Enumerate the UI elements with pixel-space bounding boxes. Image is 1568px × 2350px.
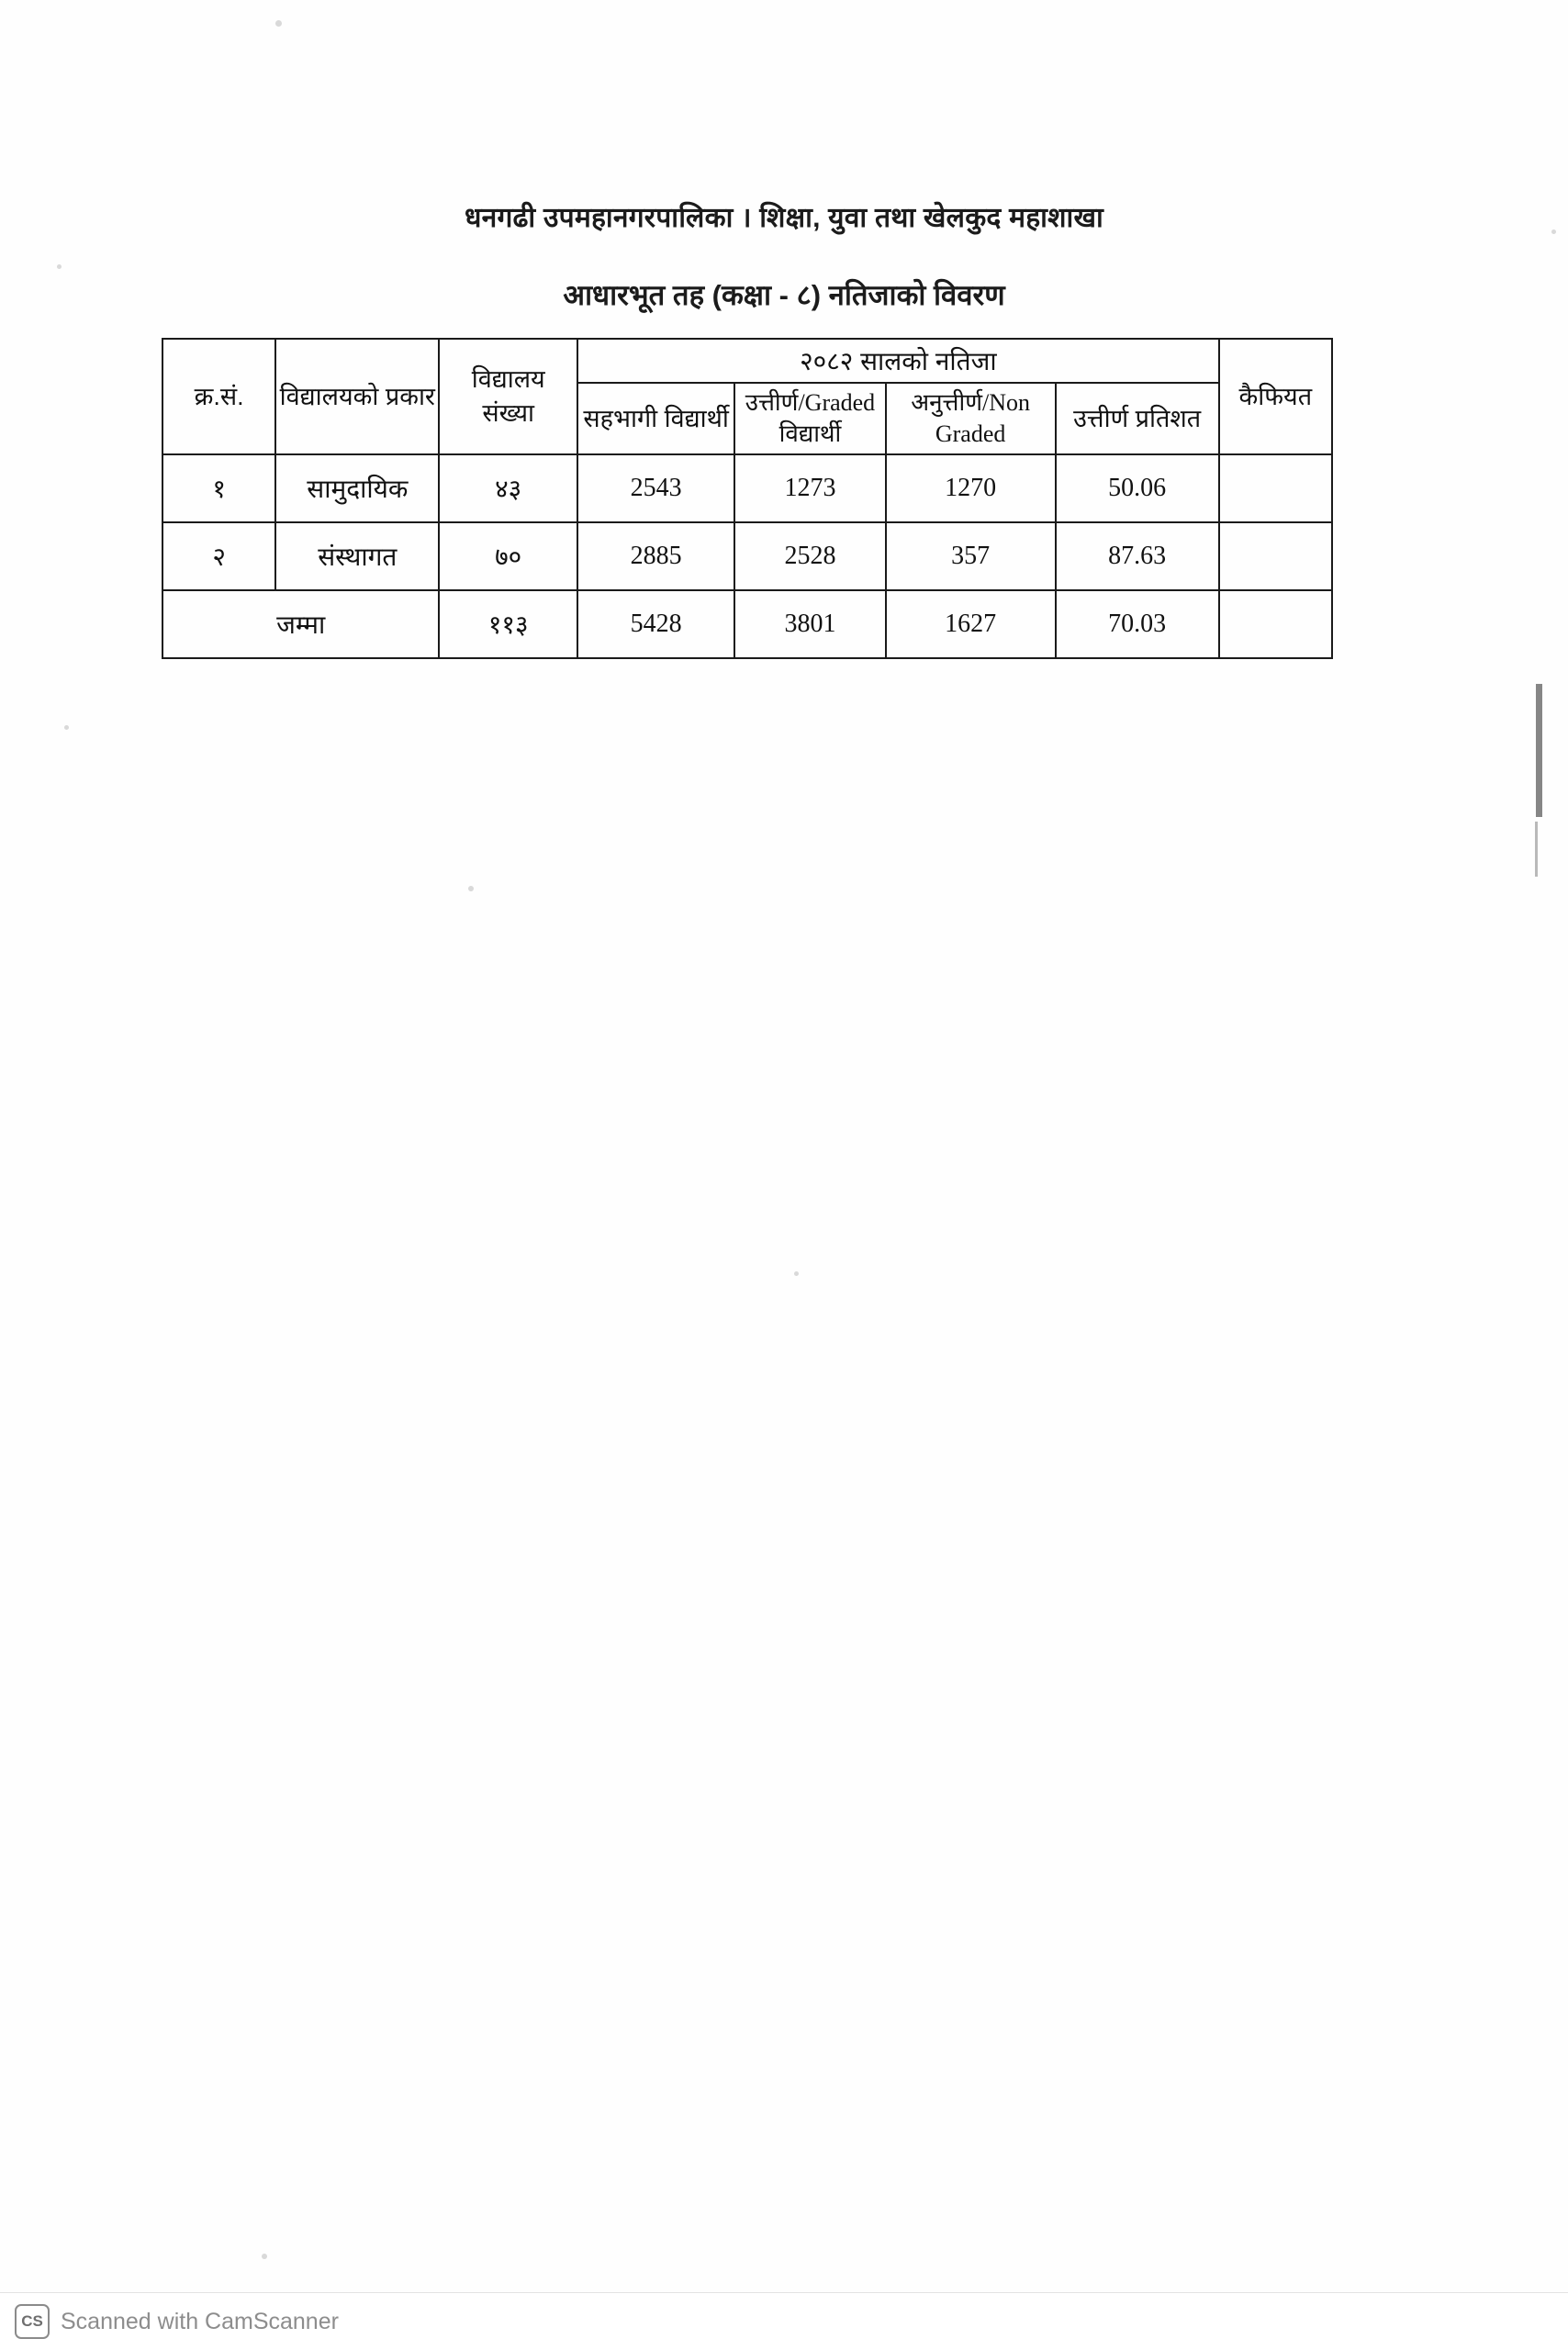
cell-school-type: सामुदायिक <box>275 454 439 522</box>
header-non-graded: अनुत्तीर्ण/Non Graded <box>886 383 1056 454</box>
cell-total-non-graded: 1627 <box>886 590 1056 658</box>
cell-pass-percent: 50.06 <box>1056 454 1219 522</box>
header-school-count: विद्यालय संख्या <box>439 339 577 454</box>
cell-graded: 2528 <box>734 522 885 590</box>
page-title: धनगढी उपमहानगरपालिका । शिक्षा, युवा तथा खेलकुद महाशाखा <box>464 203 1104 233</box>
header-year-group: २०८२ सालको नतिजा <box>577 339 1219 383</box>
header-serial-number: क्र.सं. <box>162 339 275 454</box>
cell-participants: 2885 <box>577 522 734 590</box>
scan-speck <box>57 264 62 269</box>
scan-speck <box>468 886 474 891</box>
cell-non-graded: 1270 <box>886 454 1056 522</box>
header-remarks: कैफियत <box>1219 339 1332 454</box>
cell-serial-number: १ <box>162 454 275 522</box>
scan-speck <box>794 1271 799 1276</box>
table-row <box>162 522 1332 590</box>
cell-non-graded: 357 <box>886 522 1056 590</box>
table-total-row <box>162 590 1332 658</box>
scan-speck <box>64 725 69 730</box>
camscanner-logo-icon: CS <box>15 2304 50 2339</box>
cell-remarks <box>1219 522 1332 590</box>
cell-graded: 1273 <box>734 454 885 522</box>
table-row <box>162 454 1332 522</box>
table-header-row-group <box>162 339 1332 383</box>
cell-total-pass-percent: 70.03 <box>1056 590 1219 658</box>
header-participants: सहभागी विद्यार्थी <box>577 383 734 454</box>
result-table <box>162 338 1333 659</box>
cell-school-count: ७० <box>439 522 577 590</box>
cell-remarks <box>1219 454 1332 522</box>
result-table-wrapper <box>162 338 1333 659</box>
cell-total-participants: 5428 <box>577 590 734 658</box>
page-subtitle: आधारभूत तह (कक्षा - ८) नतिजाको विवरण <box>563 279 1005 311</box>
scan-edge-artifact <box>1535 822 1538 877</box>
scan-speck <box>262 2254 267 2259</box>
scan-speck <box>275 20 282 27</box>
camscanner-footer <box>0 2292 1568 2350</box>
cell-total-school-count: ११३ <box>439 590 577 658</box>
cell-serial-number: २ <box>162 522 275 590</box>
cell-school-type: संस्थागत <box>275 522 439 590</box>
cell-total-remarks <box>1219 590 1332 658</box>
cell-pass-percent: 87.63 <box>1056 522 1219 590</box>
cell-total-graded: 3801 <box>734 590 885 658</box>
cell-total-label: जम्मा <box>162 590 439 658</box>
cell-participants: 2543 <box>577 454 734 522</box>
cell-school-count: ४३ <box>439 454 577 522</box>
header-school-type: विद्यालयको प्रकार <box>275 339 439 454</box>
scan-edge-artifact <box>1536 684 1542 817</box>
camscanner-watermark-text: Scanned with CamScanner <box>61 2308 339 2334</box>
header-pass-percent: उत्तीर्ण प्रतिशत <box>1056 383 1219 454</box>
header-graded: उत्तीर्ण/Graded विद्यार्थी <box>734 383 885 454</box>
